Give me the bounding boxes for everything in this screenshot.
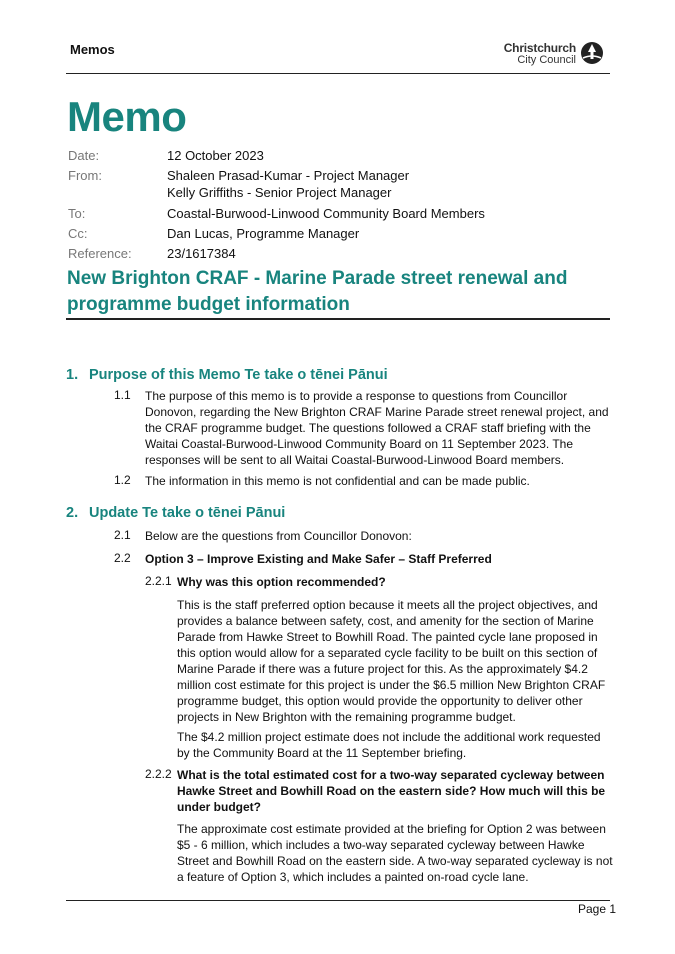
sub-2-2-2-number: 2.2.2	[145, 767, 172, 781]
sub-2-2-1-number: 2.2.1	[145, 574, 172, 588]
date-value: 12 October 2023	[167, 148, 264, 163]
cc-label: Cc:	[68, 226, 88, 241]
logo-line2: City Council	[517, 54, 576, 66]
cc-value: Dan Lucas, Programme Manager	[167, 226, 360, 241]
cathedral-logo-icon	[580, 41, 604, 65]
memo-title: Memo	[67, 93, 187, 140]
para-1-1-text: The purpose of this memo is to provide a response to questions from Councillor Donovon, regarding the New Brighton CRAF Marine Parade street renewal project, and the CRAF programme budget. The questions followed a CRAF staff briefing with the Waitai Coastal-Burwood-Linwood Community Board on 11 September 2023. The responses will be sent to all Waitai Coastal-Burwood-Linwood Board members.	[145, 389, 609, 467]
from-value-2: Kelly Griffiths - Senior Project Manager	[167, 185, 392, 200]
date-label: Date:	[68, 148, 100, 163]
para-1-1-number: 1.1	[114, 388, 131, 402]
sub-2-2-1-question: Why was this option recommended?	[177, 575, 386, 589]
sub-2-2-1-answer-2: The $4.2 million project estimate does not include the additional work requested by the Community Board at the 11 September briefing.	[177, 730, 601, 760]
section-2-number: 2.	[66, 505, 79, 521]
header-section-label: Memos	[70, 42, 115, 57]
council-logo	[488, 40, 606, 70]
para-2-1-number: 2.1	[114, 528, 131, 542]
subject-rule	[66, 318, 610, 320]
section-1-title: Purpose of this Memo Te take o tēnei Pānui	[89, 367, 388, 383]
memo-subject: New Brighton CRAF - Marine Parade street renewal and programme budget information	[67, 268, 568, 315]
reference-value: 23/1617384	[167, 246, 236, 261]
para-1-2-number: 1.2	[114, 473, 131, 487]
reference-label: Reference:	[68, 246, 132, 261]
section-1-number: 1.	[66, 367, 79, 383]
footer-rule	[66, 900, 610, 901]
section-2-title: Update Te take o tēnei Pānui	[89, 505, 286, 521]
from-value: Shaleen Prasad-Kumar - Project Manager	[167, 168, 410, 183]
header-rule	[66, 73, 610, 74]
para-2-2-heading: Option 3 – Improve Existing and Make Safer – Staff Preferred	[145, 552, 492, 566]
to-value: Coastal-Burwood-Linwood Community Board Members	[167, 206, 485, 221]
sub-2-2-2-question: What is the total estimated cost for a two-way separated cycleway between Hawke Street and Bowhill Road on the eastern side? How much will this be under budget?	[177, 768, 606, 814]
para-2-2-number: 2.2	[114, 551, 131, 565]
para-1-2-text: The information in this memo is not confidential and can be made public.	[145, 474, 530, 488]
page-number: Page 1	[578, 902, 617, 916]
logo-line1: Christchurch	[503, 41, 576, 55]
from-label: From:	[68, 168, 102, 183]
to-label: To:	[68, 206, 86, 221]
sub-2-2-1-answer-1: This is the staff preferred option because it meets all the project objectives, and provides a balance between safety, cost, and amenity for the section of Marine Parade from Hawke Street to Bowhill Road. The painted cycle lane proposed in this option would allow for a separated cycle facility to be built on this section of Marine Parade if there was a future project for this. As the approximately $4.2 million cost estimate for this project is under the $6.5 million New Brighton CRAF programme budget, this option would provide the opportunity to deliver other projects in New Brighton with the remaining programme budget.	[177, 598, 606, 724]
sub-2-2-2-answer-1: The approximate cost estimate provided at the briefing for Option 2 was between $5 - 6 million, which includes a two-way separated cycleway between Hawke Street and Bowhill Road on the eastern side. A two-way separated cycleway is not a feature of Option 3, which includes a painted on-road cycle lane.	[177, 822, 613, 884]
para-2-1-text: Below are the questions from Councillor Donovon:	[145, 529, 412, 543]
